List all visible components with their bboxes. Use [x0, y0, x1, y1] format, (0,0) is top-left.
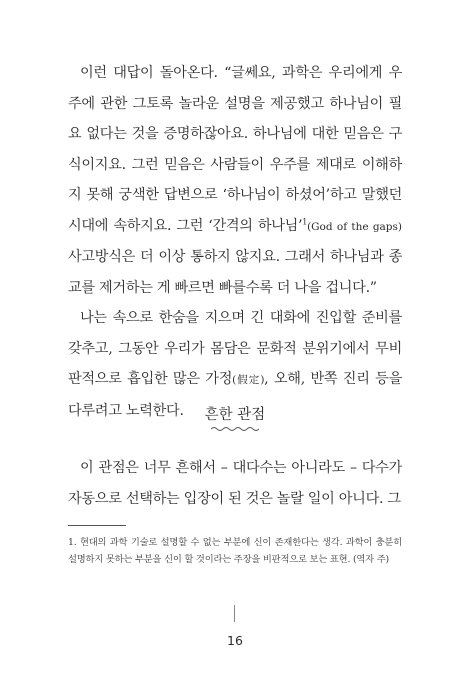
footnote-divider: [68, 525, 126, 526]
paragraph-2-text-b: , 오해, 반쪽 진리 등을 다루려고 노력한다.: [68, 371, 402, 419]
footnote: 1. 현대의 과학 기술로 설명할 수 없는 부분에 신이 존재한다는 생각. 과학이 충분히 설명하지 못하는 부분을 신이 할 것이라는 주장을 비판적으로 보는 표현. (역자 주): [68, 537, 402, 565]
paragraph-1-text-b: 사고방식은 더 이상 통하지 않지요. 그래서 하나님과 종교를 제거하는 게 빠르면 빠를수록 더 나을 겁니다.”: [68, 249, 402, 296]
footnote-marker: 1: [302, 216, 308, 226]
section-paragraph-1: 이 관점은 너무 흔해서 – 대다수는 아니라도 – 다수가 자동으로 선택하는 입장이 된 것은 놀랄 일이 아니다. 그: [68, 460, 402, 507]
paragraph-1: [68, 58, 402, 303]
hanja-term: (假定): [232, 374, 265, 386]
page-number-rule: [234, 605, 235, 622]
main-text-block: [68, 58, 402, 426]
page-number: 16: [227, 633, 243, 648]
section-text-block: [68, 453, 402, 514]
section-title: 흔한 관점: [204, 407, 266, 423]
section-heading: [0, 403, 470, 432]
paragraph-1-text-a: 이런 대답이 돌아온다. “글쎄요, 과학은 우리에게 우주에 관한 그토록 놀라운 설명을 제공했고 하나님이 필요 없다는 것을 증명하잖아요. 하나님에 대한 믿음은 구식이지요. 그런 믿음은 사람들이 우주를 제대로 이해하지 못해 궁색한 답변으로 ‘하나님이 하셨어’하고 말했던 시대에 속하지요. 그런 ‘간격의 하나님’: [68, 65, 402, 234]
paragraph-2-text-a: 나는 속으로 한숨을 지으며 긴 대화에 진입할 준비를 갖추고, 그동안 우리가 몸담은 문화적 분위기에서 무비판적으로 흡입한 많은 가정: [68, 310, 402, 387]
wavy-underline-icon: [211, 426, 259, 432]
english-term: (God of the gaps): [307, 220, 403, 233]
